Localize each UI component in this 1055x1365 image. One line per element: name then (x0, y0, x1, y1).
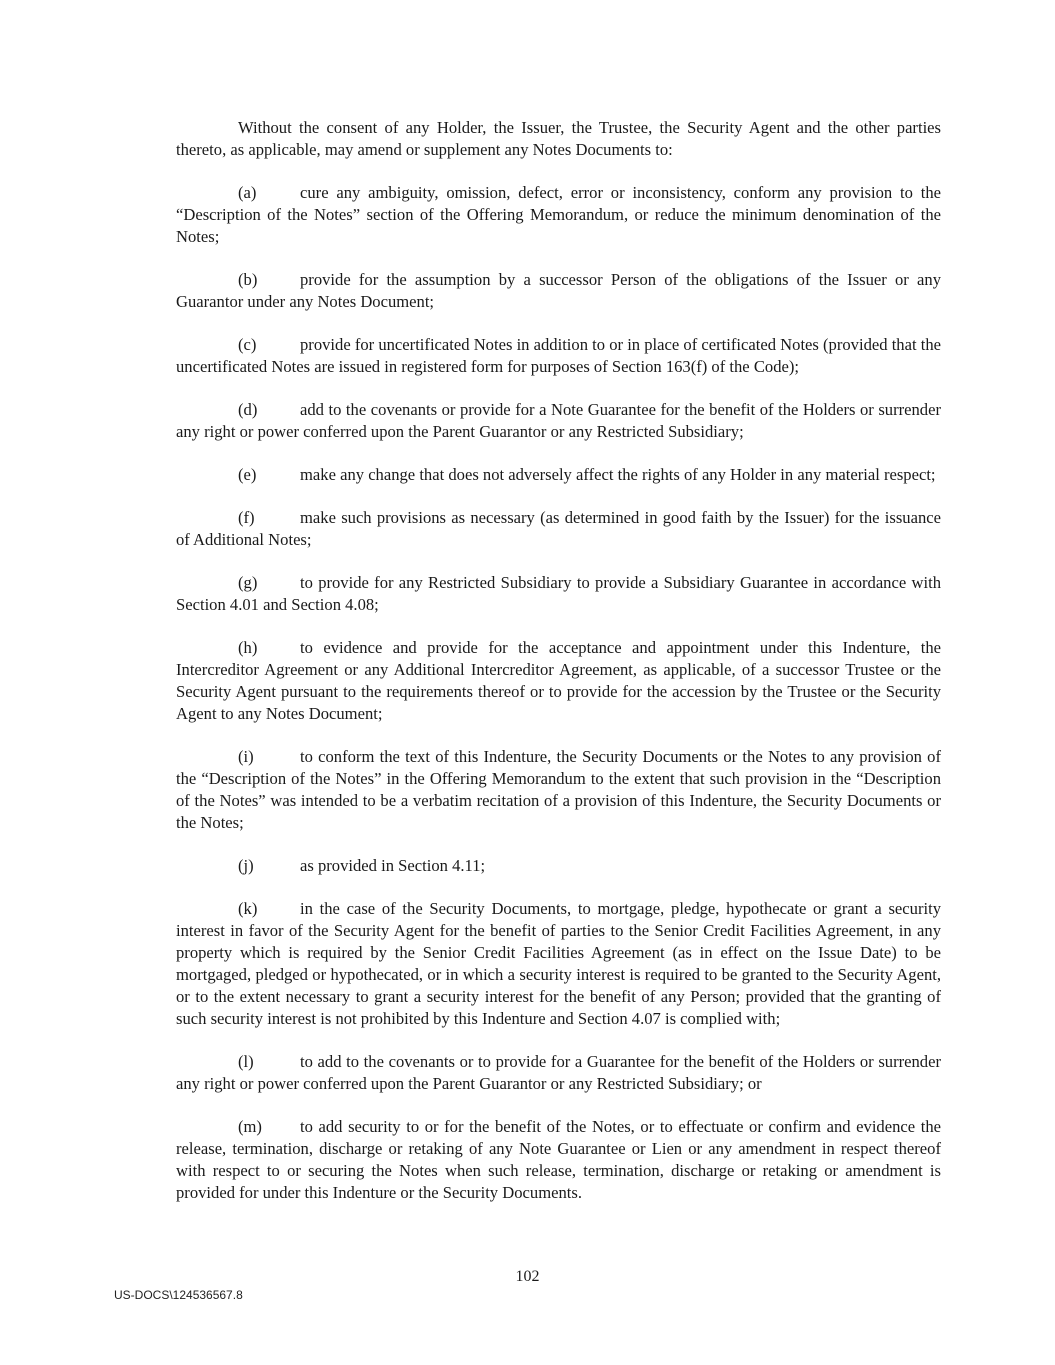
item-label: (b) (238, 270, 258, 289)
item-label: (c) (238, 335, 257, 354)
item-label: (a) (238, 183, 257, 202)
item-text: to add to the covenants or to provide for a Guarantee for the benefit of the Holders or surrender any right or power conferred upon the Parent Guarantor or any Restricted Subsidiary; or (176, 1052, 941, 1093)
item-label: (k) (238, 899, 258, 918)
list-item-f (176, 507, 941, 551)
item-text: to provide for any Restricted Subsidiary to provide a Subsidiary Guarantee in accordance with Section 4.01 and Section 4.08; (176, 573, 941, 614)
document-id: US-DOCS\124536567.8 (114, 1288, 243, 1302)
item-text: to evidence and provide for the acceptance and appointment under this Indenture, the Intercreditor Agreement or any Additional Intercreditor Agreement, as applicable, of a successor Trustee or the Security Agent pursuant to the requirements thereof or to provide for the accession by the Trustee or the Security Agent to any Notes Document; (176, 638, 941, 723)
item-text: add to the covenants or provide for a Note Guarantee for the benefit of the Holders or surrender any right or power conferred upon the Parent Guarantor or any Restricted Subsidiary; (176, 400, 941, 441)
item-text: in the case of the Security Documents, to mortgage, pledge, hypothecate or grant a security interest in favor of the Security Agent for the benefit of parties to the Senior Credit Facilities Agreement, in any property which is required by the Senior Credit Facilities Agreement (as in effect on the Issue Date) to be mortgaged, pledged or hypothecated, or in which a security interest is required to be granted to the Security Agent, or to the extent necessary to grant a security interest for the benefit of any Person; provided that the granting of such security interest is not prohibited by this Indenture and Section 4.07 is complied with; (176, 899, 941, 1028)
item-text: provide for the assumption by a successor Person of the obligations of the Issuer or any Guarantor under any Notes Document; (176, 270, 941, 311)
item-text: to conform the text of this Indenture, the Security Documents or the Notes to any provision of the “Description of the Notes” in the Offering Memorandum to the extent that such provision in the “Description of the Notes” was intended to be a verbatim recitation of a provision of this Indenture, the Security Documents or the Notes; (176, 747, 941, 832)
list-item-i (176, 746, 941, 834)
item-text: cure any ambiguity, omission, defect, error or inconsistency, conform any provision to the “Description of the Notes” section of the Offering Memorandum, or reduce the minimum denomination of the Notes; (176, 183, 941, 246)
list-item-g (176, 572, 941, 616)
item-label: (m) (238, 1117, 262, 1136)
list-item-b (176, 269, 941, 313)
item-text: to add security to or for the benefit of the Notes, or to effectuate or confirm and evidence the release, termination, discharge or retaking of any Note Guarantee or Lien or any amendment in respect thereof with respect to or securing the Notes when such release, termination, discharge or retaking or amendment is provided for under this Indenture or the Security Documents. (176, 1117, 941, 1202)
list-item-h (176, 637, 941, 725)
item-label: (g) (238, 573, 258, 592)
item-label: (l) (238, 1052, 254, 1071)
item-text: as provided in Section 4.11; (300, 856, 486, 875)
list-item-k (176, 898, 941, 1030)
list-item-a (176, 182, 941, 248)
item-text: make any change that does not adversely affect the rights of any Holder in any material respect; (300, 465, 936, 484)
list-item-c (176, 334, 941, 378)
list-item-j (176, 855, 941, 877)
item-label: (e) (238, 465, 257, 484)
item-label: (h) (238, 638, 258, 657)
list-item-d (176, 399, 941, 443)
list-item-e (176, 464, 941, 486)
item-label: (i) (238, 747, 254, 766)
item-label: (j) (238, 856, 254, 875)
page-number: 102 (515, 1268, 540, 1285)
item-label: (d) (238, 400, 258, 419)
intro-paragraph: Without the consent of any Holder, the Issuer, the Trustee, the Security Agent and the other parties thereto, as applicable, may amend or supplement any Notes Documents to: (176, 118, 941, 159)
item-text: provide for uncertificated Notes in addition to or in place of certificated Notes (provided that the uncertificated Notes are issued in registered form for purposes of Section 163(f) of the Code); (176, 335, 941, 376)
item-label: (f) (238, 508, 255, 527)
item-text: make such provisions as necessary (as determined in good faith by the Issuer) for the issuance of Additional Notes; (176, 508, 941, 549)
list-item-l (176, 1051, 941, 1095)
list-item-m (176, 1116, 941, 1204)
document-body (176, 117, 941, 1225)
